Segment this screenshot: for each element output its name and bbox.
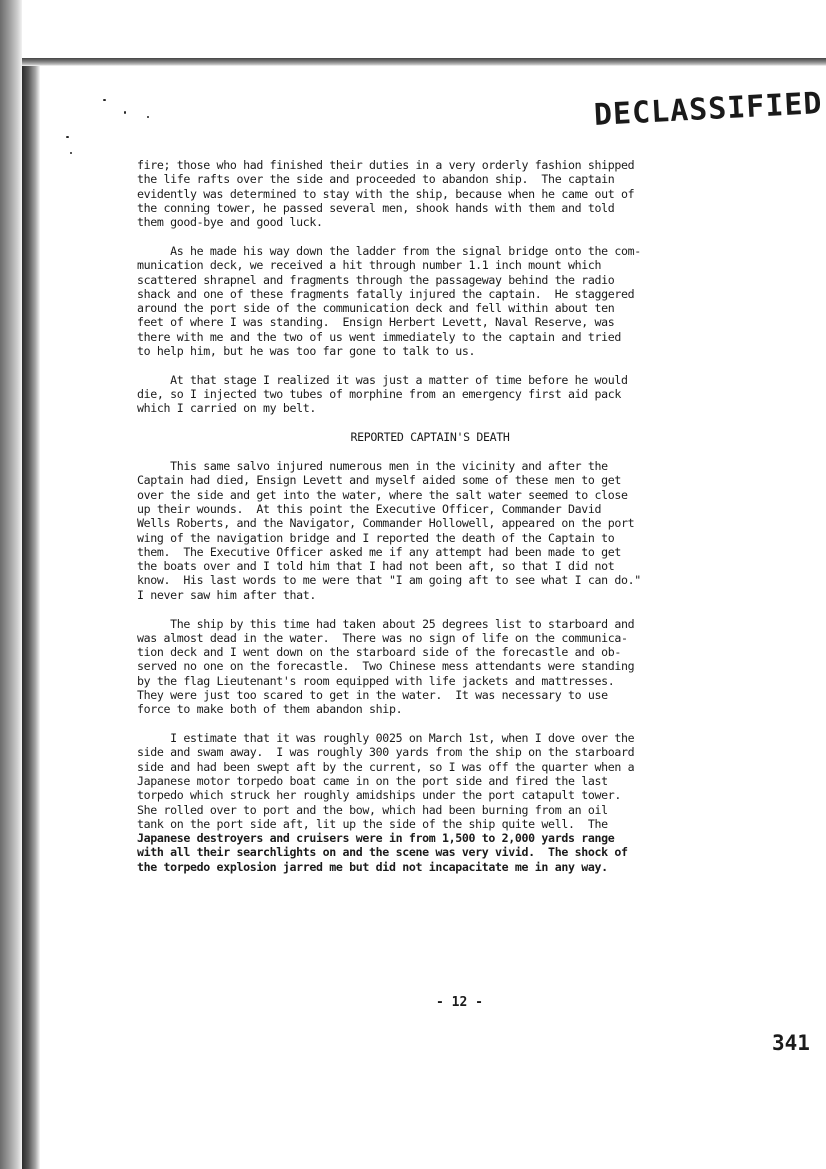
text-line: the life rafts over the side and proceeded to abandon ship. The captain (137, 172, 615, 187)
text-line: Wells Roberts, and the Navigator, Commander Hollowell, appeared on the port (137, 516, 635, 531)
scan-speck (103, 99, 106, 101)
text-line: up their wounds. At this point the Executive Officer, Commander David (137, 501, 602, 516)
text-line: know. His last words to me were that "I am going aft to see what I can do." (137, 573, 641, 588)
text-line: evidently was determined to stay with the ship, because when he came out of (137, 186, 635, 201)
text-line: I never saw him after that. (137, 587, 317, 602)
memo-body (137, 158, 757, 889)
scan-edge-left-shadow (22, 62, 40, 1169)
text-line: feet of where I was standing. Ensign Herbert Levett, Naval Reserve, was (137, 315, 615, 330)
text-line: side and swam away. I was roughly 300 yards from the ship on the starboard (137, 745, 635, 760)
page-number: - 12 - (436, 995, 483, 1010)
text-line: At that stage I realized it was just a matter of time before he would (137, 372, 628, 387)
text-line: shack and one of these fragments fatally injured the captain. He staggered (137, 286, 635, 301)
scan-edge-left (0, 0, 22, 1169)
text-line: tion deck and I went down on the starboard side of the forecastle and ob- (137, 645, 621, 660)
declassified-stamp: DECLASSIFIED (593, 86, 824, 133)
text-line: them good-bye and good luck. (137, 215, 323, 230)
text-line: was almost dead in the water. There was no sign of life on the communica- (137, 630, 628, 645)
text-line: Captain had died, Ensign Levett and myself aided some of these men to get (137, 473, 621, 488)
text-line: wing of the navigation bridge and I reported the death of the Captain to (137, 530, 615, 545)
text-line: to help him, but he was too far gone to talk to us. (137, 344, 476, 359)
text-line: the torpedo explosion jarred me but did not incapacitate me in any way. (137, 859, 608, 874)
text-line: which I carried on my belt. (137, 401, 317, 416)
text-line: die, so I injected two tubes of morphine from an emergency first aid pack (137, 387, 621, 402)
text-line: side and had been swept aft by the current, so I was off the quarter when a (137, 759, 635, 774)
text-line: munication deck, we received a hit through number 1.1 inch mount which (137, 258, 602, 273)
text-line: They were just too scared to get in the water. It was necessary to use (137, 688, 608, 702)
text-line: She rolled over to port and the bow, which had been burning from an oil (137, 802, 608, 817)
paragraph (137, 617, 757, 717)
paragraph (137, 373, 757, 416)
paragraph (137, 731, 757, 874)
scan-speck (124, 111, 126, 114)
scan-speck (147, 116, 149, 118)
text-line: Japanese motor torpedo boat came in on the port side and fired the last (137, 773, 608, 788)
paragraph (137, 244, 757, 358)
text-line: by the flag Lieutenant's room equipped with life jackets and mattresses. (137, 673, 615, 688)
text-line: the conning tower, he passed several men, shook hands with them and told (137, 200, 615, 215)
text-line: with all their searchlights on and the scene was very vivid. The shock of (137, 845, 628, 860)
text-line: force to make both of them abandon ship. (137, 702, 403, 717)
text-line: tank on the port side aft, lit up the side of the ship quite well. The (137, 816, 608, 831)
paragraph (137, 459, 757, 602)
text-line: them. The Executive Officer asked me if any attempt had been made to get (137, 544, 621, 559)
archive-number: 341 (772, 1031, 810, 1055)
scan-edge-top (22, 58, 826, 66)
text-line: torpedo which struck her roughly amidships under the port catapult tower. (137, 788, 621, 803)
text-line: I estimate that it was roughly 0025 on March 1st, when I dove over the (137, 731, 635, 746)
text-line: As he made his way down the ladder from the signal bridge onto the com- (137, 243, 641, 258)
text-line: over the side and get into the water, where the salt water seemed to close (137, 487, 628, 502)
text-line: Japanese destroyers and cruisers were in from 1,500 to 2,000 yards range (137, 831, 615, 846)
section-heading: REPORTED CAPTAIN'S DEATH (350, 430, 510, 445)
text-line: there with me and the two of us went immediately to the captain and tried (137, 329, 621, 344)
text-line: the boats over and I told him that I had not been aft, so that I did not (137, 559, 615, 574)
scan-speck (70, 152, 72, 154)
paragraph (137, 158, 757, 229)
text-line: served no one on the forecastle. Two Chinese mess attendants were standing (137, 659, 635, 674)
text-line: The ship by this time had taken about 25 degrees list to starboard and (137, 616, 635, 631)
text-line: around the port side of the communication deck and fell within about ten (137, 301, 615, 316)
text-line: This same salvo injured numerous men in the vicinity and after the (137, 459, 608, 474)
scan-speck (66, 136, 69, 138)
text-line: fire; those who had finished their duties in a very orderly fashion shipped (137, 158, 635, 172)
text-line: scattered shrapnel and fragments through the passageway behind the radio (137, 272, 615, 287)
